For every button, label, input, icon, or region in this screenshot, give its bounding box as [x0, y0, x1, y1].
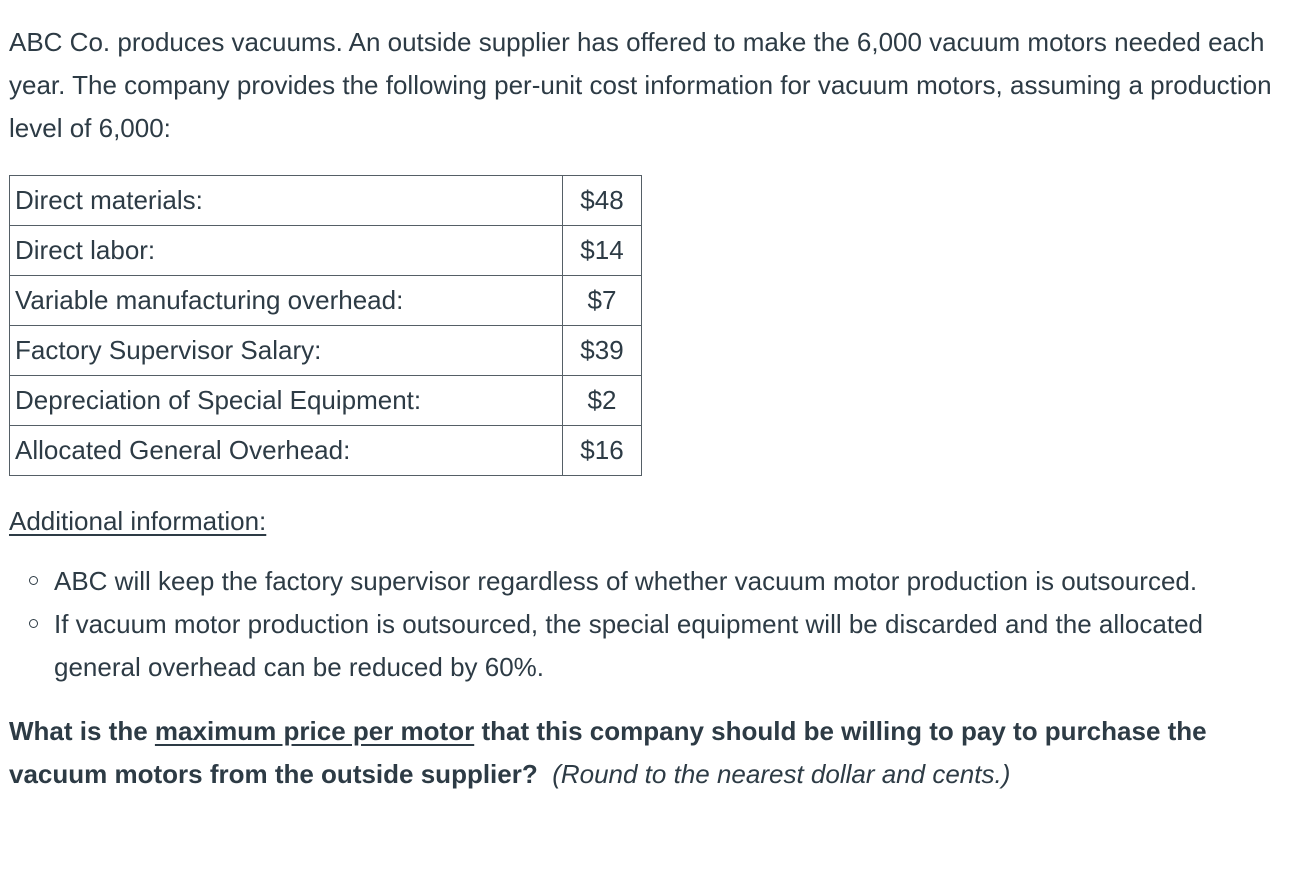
table-row [10, 426, 642, 476]
table-row [10, 276, 642, 326]
hollow-circle-bullet-icon [29, 619, 38, 628]
question-emphasis: maximum price per motor [154, 716, 475, 746]
question-suffix: that this company should be willing to pay to purchase the vacuum motors from the outside supplier? [9, 716, 1207, 789]
cost-table [9, 175, 642, 476]
additional-info-list [9, 560, 1279, 689]
question-prefix: What is the [9, 716, 155, 746]
additional-info-heading: Additional information: [9, 506, 267, 536]
cost-value: $7 [563, 276, 642, 326]
list-item-text: If vacuum motor production is outsourced, the special equipment will be discarded and the allocated general overhead can be reduced by 60%. [54, 609, 1203, 682]
cost-value: $2 [563, 376, 642, 426]
hollow-circle-bullet-icon [29, 576, 38, 585]
cost-label: Factory Supervisor Salary: [10, 326, 563, 376]
table-row [10, 226, 642, 276]
cost-value: $16 [563, 426, 642, 476]
cost-label: Depreciation of Special Equipment: [10, 376, 563, 426]
cost-label: Variable manufacturing overhead: [10, 276, 563, 326]
cost-value: $39 [563, 326, 642, 376]
list-item [9, 603, 1254, 689]
cost-label: Direct labor: [10, 226, 563, 276]
table-row [10, 376, 642, 426]
question-prompt [9, 710, 1279, 796]
table-row [10, 326, 642, 376]
cost-value: $48 [563, 176, 642, 226]
table-row [10, 176, 642, 226]
rounding-note: (Round to the nearest dollar and cents.) [552, 759, 1011, 789]
intro-paragraph: ABC Co. produces vacuums. An outside supplier has offered to make the 6,000 vacuum motors needed each year. The company provides the following per-unit cost information for vacuum motors, assuming a production level of 6,000: [9, 27, 1272, 143]
cost-label: Allocated General Overhead: [10, 426, 563, 476]
cost-label: Direct materials: [10, 176, 563, 226]
question-content [9, 0, 1279, 822]
cost-value: $14 [563, 226, 642, 276]
list-item-text: ABC will keep the factory supervisor regardless of whether vacuum motor production is outsourced. [54, 566, 1198, 596]
list-item [9, 560, 1254, 603]
